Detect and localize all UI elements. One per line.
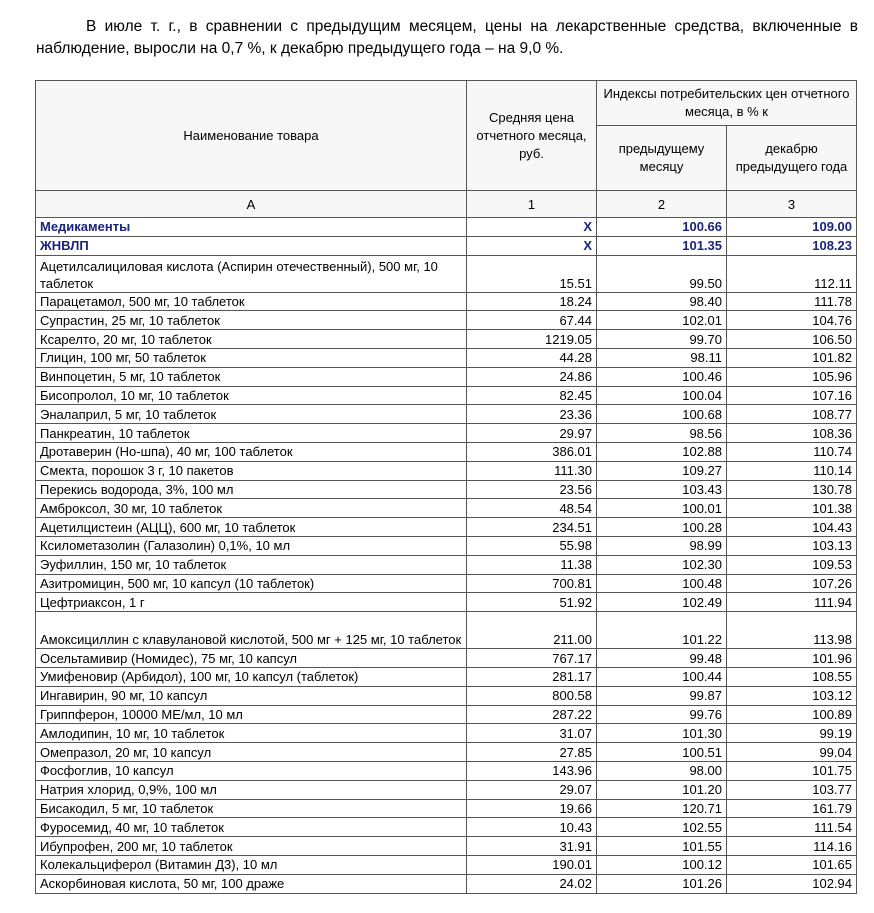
row-prev-month-cell: 99.48: [597, 649, 727, 668]
header-prev-month: предыдущему месяцу: [597, 126, 727, 191]
row-price-cell: 29.07: [467, 780, 597, 799]
row-price-cell: 24.86: [467, 367, 597, 386]
row-name-cell: Ибупрофен, 200 мг, 10 таблеток: [36, 837, 467, 856]
row-prev-month-cell: 99.76: [597, 705, 727, 724]
row-december-cell: 105.96: [727, 367, 857, 386]
row-december-cell: 107.26: [727, 574, 857, 593]
row-name-cell: Медикаменты: [36, 218, 467, 237]
row-name-cell: Дротаверин (Но-шпа), 40 мг, 100 таблеток: [36, 442, 467, 461]
row-prev-month-cell: 109.27: [597, 461, 727, 480]
row-december-cell: 103.77: [727, 780, 857, 799]
row-name-cell: Ксарелто, 20 мг, 10 таблеток: [36, 330, 467, 349]
row-prev-month-cell: 101.20: [597, 780, 727, 799]
row-december-cell: 110.14: [727, 461, 857, 480]
row-prev-month-cell: 100.12: [597, 855, 727, 874]
row-price-cell: 82.45: [467, 386, 597, 405]
table-row: [36, 780, 857, 799]
table-row: [36, 724, 857, 743]
table-row: [36, 424, 857, 443]
row-name-cell: Парацетамол, 500 мг, 10 таблеток: [36, 292, 467, 311]
row-december-cell: 107.16: [727, 386, 857, 405]
row-name-cell: Винпоцетин, 5 мг, 10 таблеток: [36, 367, 467, 386]
row-december-cell: 103.13: [727, 536, 857, 555]
table-row: [36, 837, 857, 856]
row-name-cell: Эналаприл, 5 мг, 10 таблеток: [36, 405, 467, 424]
row-name-cell: Азитромицин, 500 мг, 10 капсул (10 таблеток): [36, 574, 467, 593]
row-price-cell: 700.81: [467, 574, 597, 593]
index-col-3: 3: [727, 191, 857, 218]
row-prev-month-cell: 99.50: [597, 255, 727, 292]
table-row: [36, 461, 857, 480]
row-price-cell: 31.07: [467, 724, 597, 743]
row-prev-month-cell: 98.11: [597, 348, 727, 367]
index-col-2: 2: [597, 191, 727, 218]
row-prev-month-cell: 102.01: [597, 311, 727, 330]
row-price-cell: 19.66: [467, 799, 597, 818]
row-december-cell: 109.00: [727, 218, 857, 237]
table-row: [36, 348, 857, 367]
row-december-cell: 100.89: [727, 705, 857, 724]
row-price-cell: 44.28: [467, 348, 597, 367]
row-name-cell: Аскорбиновая кислота, 50 мг, 100 драже: [36, 874, 467, 893]
row-name-cell: Натрия хлорид, 0,9%, 100 мл: [36, 780, 467, 799]
table-row: [36, 649, 857, 668]
row-prev-month-cell: 98.00: [597, 761, 727, 780]
row-december-cell: 130.78: [727, 480, 857, 499]
row-price-cell: 287.22: [467, 705, 597, 724]
row-name-cell: Перекись водорода, 3%, 100 мл: [36, 480, 467, 499]
row-december-cell: 101.38: [727, 499, 857, 518]
header-name: Наименование товара: [36, 81, 467, 191]
table-row: [36, 743, 857, 762]
row-price-cell: 23.56: [467, 480, 597, 499]
row-price-cell: X: [467, 218, 597, 237]
row-name-cell: Гриппферон, 10000 МЕ/мл, 10 мл: [36, 705, 467, 724]
header-indices: Индексы потребительских цен отчетного месяца, в % к: [597, 81, 857, 126]
row-prev-month-cell: 101.35: [597, 236, 727, 255]
row-prev-month-cell: 101.22: [597, 612, 727, 649]
row-december-cell: 112.11: [727, 255, 857, 292]
row-name-cell: Супрастин, 25 мг, 10 таблеток: [36, 311, 467, 330]
row-name-cell: Цефтриаксон, 1 г: [36, 593, 467, 612]
row-name-cell: Эуфиллин, 150 мг, 10 таблеток: [36, 555, 467, 574]
row-price-cell: 31.91: [467, 837, 597, 856]
row-name-cell: Глицин, 100 мг, 50 таблеток: [36, 348, 467, 367]
table-row: [36, 705, 857, 724]
row-december-cell: 161.79: [727, 799, 857, 818]
row-december-cell: 101.75: [727, 761, 857, 780]
row-december-cell: 111.94: [727, 593, 857, 612]
row-name-cell: Колекальциферол (Витамин Д3), 10 мл: [36, 855, 467, 874]
row-december-cell: 103.12: [727, 686, 857, 705]
row-price-cell: 11.38: [467, 555, 597, 574]
row-price-cell: 211.00: [467, 612, 597, 649]
table-row: [36, 386, 857, 405]
row-price-cell: 190.01: [467, 855, 597, 874]
row-price-cell: X: [467, 236, 597, 255]
row-name-cell: Фосфоглив, 10 капсул: [36, 761, 467, 780]
row-name-cell: Панкреатин, 10 таблеток: [36, 424, 467, 443]
table-row: [36, 405, 857, 424]
row-name-cell: Осельтамивир (Номидес), 75 мг, 10 капсул: [36, 649, 467, 668]
row-prev-month-cell: 100.66: [597, 218, 727, 237]
index-col-1: 1: [467, 191, 597, 218]
row-december-cell: 111.54: [727, 818, 857, 837]
row-price-cell: 111.30: [467, 461, 597, 480]
table-row: [36, 818, 857, 837]
row-price-cell: 51.92: [467, 593, 597, 612]
table-row: [36, 480, 857, 499]
row-december-cell: 102.94: [727, 874, 857, 893]
row-price-cell: 386.01: [467, 442, 597, 461]
row-price-cell: 1219.05: [467, 330, 597, 349]
table-row: [36, 574, 857, 593]
row-name-cell: Ацетилцистеин (АЦЦ), 600 мг, 10 таблеток: [36, 518, 467, 537]
row-prev-month-cell: 100.68: [597, 405, 727, 424]
row-price-cell: 234.51: [467, 518, 597, 537]
row-prev-month-cell: 100.51: [597, 743, 727, 762]
row-price-cell: 29.97: [467, 424, 597, 443]
row-december-cell: 99.19: [727, 724, 857, 743]
row-december-cell: 99.04: [727, 743, 857, 762]
row-december-cell: 109.53: [727, 555, 857, 574]
row-december-cell: 108.23: [727, 236, 857, 255]
row-price-cell: 24.02: [467, 874, 597, 893]
row-name-cell: Амоксициллин с клавулановой кислотой, 500 мг + 125 мг, 10 таблеток: [36, 612, 467, 649]
row-prev-month-cell: 98.56: [597, 424, 727, 443]
row-name-cell: Бисопролол, 10 мг, 10 таблеток: [36, 386, 467, 405]
table-row: [36, 236, 857, 255]
row-december-cell: 111.78: [727, 292, 857, 311]
row-price-cell: 281.17: [467, 667, 597, 686]
table-row: [36, 442, 857, 461]
table-row: [36, 686, 857, 705]
table-row: [36, 761, 857, 780]
row-december-cell: 108.55: [727, 667, 857, 686]
row-prev-month-cell: 101.30: [597, 724, 727, 743]
table-row: [36, 367, 857, 386]
row-price-cell: 67.44: [467, 311, 597, 330]
row-name-cell: Ацетилсалициловая кислота (Аспирин отечественный), 500 мг, 10 таблеток: [36, 255, 467, 292]
header-price: Средняя цена отчетного месяца, руб.: [467, 81, 597, 191]
table-row: [36, 555, 857, 574]
row-name-cell: Бисакодил, 5 мг, 10 таблеток: [36, 799, 467, 818]
row-name-cell: Амброксол, 30 мг, 10 таблеток: [36, 499, 467, 518]
row-price-cell: 767.17: [467, 649, 597, 668]
table-row: [36, 855, 857, 874]
row-price-cell: 55.98: [467, 536, 597, 555]
row-price-cell: 15.51: [467, 255, 597, 292]
table-row: [36, 536, 857, 555]
table-row: [36, 874, 857, 893]
row-name-cell: Ингавирин, 90 мг, 10 капсул: [36, 686, 467, 705]
table-row: [36, 218, 857, 237]
table-row: [36, 667, 857, 686]
row-december-cell: 113.98: [727, 612, 857, 649]
row-prev-month-cell: 100.01: [597, 499, 727, 518]
row-december-cell: 101.96: [727, 649, 857, 668]
row-december-cell: 114.16: [727, 837, 857, 856]
table-row: [36, 330, 857, 349]
row-name-cell: Омепразол, 20 мг, 10 капсул: [36, 743, 467, 762]
row-prev-month-cell: 103.43: [597, 480, 727, 499]
header-december: декабрю предыдущего года: [727, 126, 857, 191]
row-price-cell: 48.54: [467, 499, 597, 518]
row-december-cell: 106.50: [727, 330, 857, 349]
row-december-cell: 101.82: [727, 348, 857, 367]
row-price-cell: 143.96: [467, 761, 597, 780]
table-row: [36, 499, 857, 518]
row-prev-month-cell: 99.87: [597, 686, 727, 705]
row-prev-month-cell: 102.49: [597, 593, 727, 612]
row-name-cell: Умифеновир (Арбидол), 100 мг, 10 капсул (таблеток): [36, 667, 467, 686]
row-december-cell: 104.43: [727, 518, 857, 537]
index-col-a: А: [36, 191, 467, 218]
row-name-cell: Ксилометазолин (Галазолин) 0,1%, 10 мл: [36, 536, 467, 555]
row-prev-month-cell: 99.70: [597, 330, 727, 349]
row-price-cell: 800.58: [467, 686, 597, 705]
row-prev-month-cell: 98.40: [597, 292, 727, 311]
table-row: [36, 292, 857, 311]
table-row: [36, 612, 857, 649]
row-prev-month-cell: 102.30: [597, 555, 727, 574]
row-prev-month-cell: 120.71: [597, 799, 727, 818]
table-row: [36, 518, 857, 537]
row-price-cell: 10.43: [467, 818, 597, 837]
row-december-cell: 108.36: [727, 424, 857, 443]
row-prev-month-cell: 100.46: [597, 367, 727, 386]
table-body: [36, 218, 857, 894]
row-price-cell: 27.85: [467, 743, 597, 762]
row-prev-month-cell: 100.44: [597, 667, 727, 686]
intro-paragraph: В июле т. г., в сравнении с предыдущим месяцем, цены на лекарственные средства, включенные в наблюдение, выросли на 0,7 %, к декабрю предыдущего года – на 9,0 %.: [36, 18, 858, 57]
row-december-cell: 104.76: [727, 311, 857, 330]
row-december-cell: 110.74: [727, 442, 857, 461]
table-row: [36, 799, 857, 818]
row-prev-month-cell: 100.48: [597, 574, 727, 593]
row-prev-month-cell: 100.28: [597, 518, 727, 537]
row-name-cell: Фуросемид, 40 мг, 10 таблеток: [36, 818, 467, 837]
row-prev-month-cell: 98.99: [597, 536, 727, 555]
table-row: [36, 593, 857, 612]
price-table: [35, 80, 857, 894]
row-name-cell: Амлодипин, 10 мг, 10 таблеток: [36, 724, 467, 743]
table-row: [36, 255, 857, 292]
row-prev-month-cell: 102.55: [597, 818, 727, 837]
table-row: [36, 311, 857, 330]
row-price-cell: 23.36: [467, 405, 597, 424]
row-prev-month-cell: 101.26: [597, 874, 727, 893]
row-prev-month-cell: 100.04: [597, 386, 727, 405]
row-price-cell: 18.24: [467, 292, 597, 311]
row-name-cell: Смекта, порошок 3 г, 10 пакетов: [36, 461, 467, 480]
row-december-cell: 108.77: [727, 405, 857, 424]
row-december-cell: 101.65: [727, 855, 857, 874]
row-prev-month-cell: 102.88: [597, 442, 727, 461]
row-name-cell: ЖНВЛП: [36, 236, 467, 255]
row-prev-month-cell: 101.55: [597, 837, 727, 856]
